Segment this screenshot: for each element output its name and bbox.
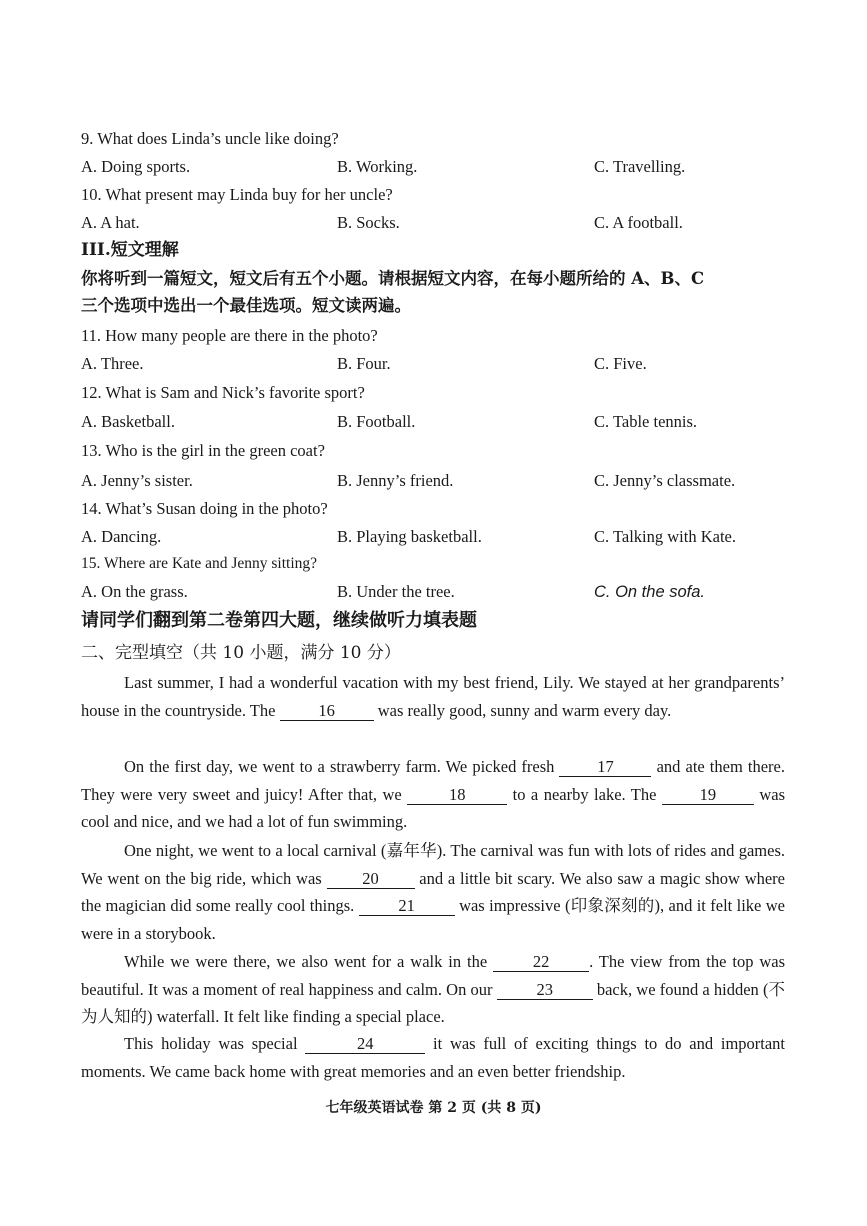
option-a: A. Three. <box>81 354 144 373</box>
option-c: C. Talking with Kate. <box>594 527 736 546</box>
question-11-stem: 11. How many people are there in the photo? <box>81 326 378 345</box>
option-a: A. Basketball. <box>81 412 175 431</box>
option-c: C. Travelling. <box>594 157 686 176</box>
passage-text: Last summer, I had a wonderful vacation with my best friend, Lily. We stayed at her grandparents’ house in the countryside. The <box>81 673 785 720</box>
blank-18[interactable]: 18 <box>407 786 507 805</box>
passage-paragraph-3 <box>81 837 785 947</box>
option-c: C. On the sofa. <box>594 583 705 601</box>
option-a: A. Doing sports. <box>81 157 191 176</box>
question-13-stem: 13. Who is the girl in the green coat? <box>81 441 325 460</box>
blank-21[interactable]: 21 <box>359 897 455 916</box>
question-14-stem: 14. What’s Susan doing in the photo? <box>81 499 328 518</box>
option-a: A. A hat. <box>81 213 140 232</box>
option-c: C. Jenny’s classmate. <box>594 471 736 490</box>
passage-text: and ate them there. They were very sweet and juicy! After that, we <box>81 757 785 804</box>
passage-paragraph-4 <box>81 948 785 1031</box>
blank-16[interactable]: 16 <box>280 702 374 721</box>
passage-paragraph-1 <box>81 669 785 724</box>
blank-24[interactable]: 24 <box>305 1035 425 1054</box>
section-3-title: III.短文理解 <box>81 240 179 260</box>
option-b: B. Football. <box>337 412 416 431</box>
passage-paragraph-2 <box>81 753 785 836</box>
option-a: A. On the grass. <box>81 582 188 601</box>
passage-text: and a little bit scary. We also saw a magic show where the magician did some really cool things. <box>81 868 785 915</box>
option-b: B. Playing basketball. <box>337 527 482 546</box>
question-10-stem: 10. What present may Linda buy for her uncle? <box>81 185 393 204</box>
section-3-instruction-1: 你将听到一篇短文，短文后有五个小题。请根据短文内容，在每小题所给的 A、B、C <box>81 269 705 288</box>
option-b: B. Four. <box>337 354 391 373</box>
passage-text: On the first day, we went to a strawberry farm. We picked fresh <box>124 757 555 776</box>
passage-text: This holiday was special <box>124 1034 298 1053</box>
blank-17[interactable]: 17 <box>559 758 651 777</box>
option-b: B. Under the tree. <box>337 582 455 601</box>
passage-text: was really good, sunny and warm every day. <box>377 700 672 720</box>
page-footer: 七年级英语试卷 第 2 页 (共 8 页) <box>325 1100 542 1116</box>
passage-paragraph-5 <box>81 1030 785 1085</box>
blank-20[interactable]: 20 <box>327 870 415 889</box>
blank-19[interactable]: 19 <box>662 786 754 805</box>
question-12-stem: 12. What is Sam and Nick’s favorite sport? <box>81 383 365 402</box>
option-b: B. Socks. <box>337 213 400 232</box>
notice-heading: 请同学们翻到第二卷第四大题，继续做听力填表题 <box>81 610 477 631</box>
option-c: C. Five. <box>594 354 647 373</box>
passage-text: was impressive (印象深刻的), and it felt like we were in a storybook. <box>81 896 786 943</box>
passage-text: was cool and nice, and we had a lot of fun swimming. <box>81 784 786 831</box>
passage-text: . The view from the top was beautiful. It was a moment of real happiness and calm. On our <box>81 952 786 999</box>
part-2-title: 二、完型填空（共 10 小题，满分 10 分） <box>81 643 401 663</box>
passage-text: it was full of exciting things to do and important moments. We came back home with great memories and an even better friendship. <box>81 1034 786 1081</box>
option-c: C. A football. <box>594 213 683 232</box>
blank-22[interactable]: 22 <box>493 953 589 972</box>
blank-23[interactable]: 23 <box>497 981 593 1000</box>
question-15-stem: 15. Where are Kate and Jenny sitting? <box>81 555 318 572</box>
option-a: A. Jenny’s sister. <box>81 471 193 490</box>
section-3-instruction-2: 三个选项中选出一个最佳选项。短文读两遍。 <box>81 296 411 315</box>
option-c: C. Table tennis. <box>594 412 698 431</box>
passage-text: back, we found a hidden (不为人知的) waterfall. It felt like finding a special place. <box>81 979 785 1026</box>
passage-text: One night, we went to a local carnival (嘉年华). The carnival was fun with lots of rides and games. We went on the big ride, which was <box>81 841 785 888</box>
passage-text: to a nearby lake. The <box>512 784 657 804</box>
question-9-stem: 9. What does Linda’s uncle like doing? <box>81 129 339 148</box>
option-b: B. Jenny’s friend. <box>337 471 454 490</box>
passage-text: While we were there, we also went for a walk in the <box>124 952 488 971</box>
option-b: B. Working. <box>337 157 418 176</box>
option-a: A. Dancing. <box>81 527 162 546</box>
